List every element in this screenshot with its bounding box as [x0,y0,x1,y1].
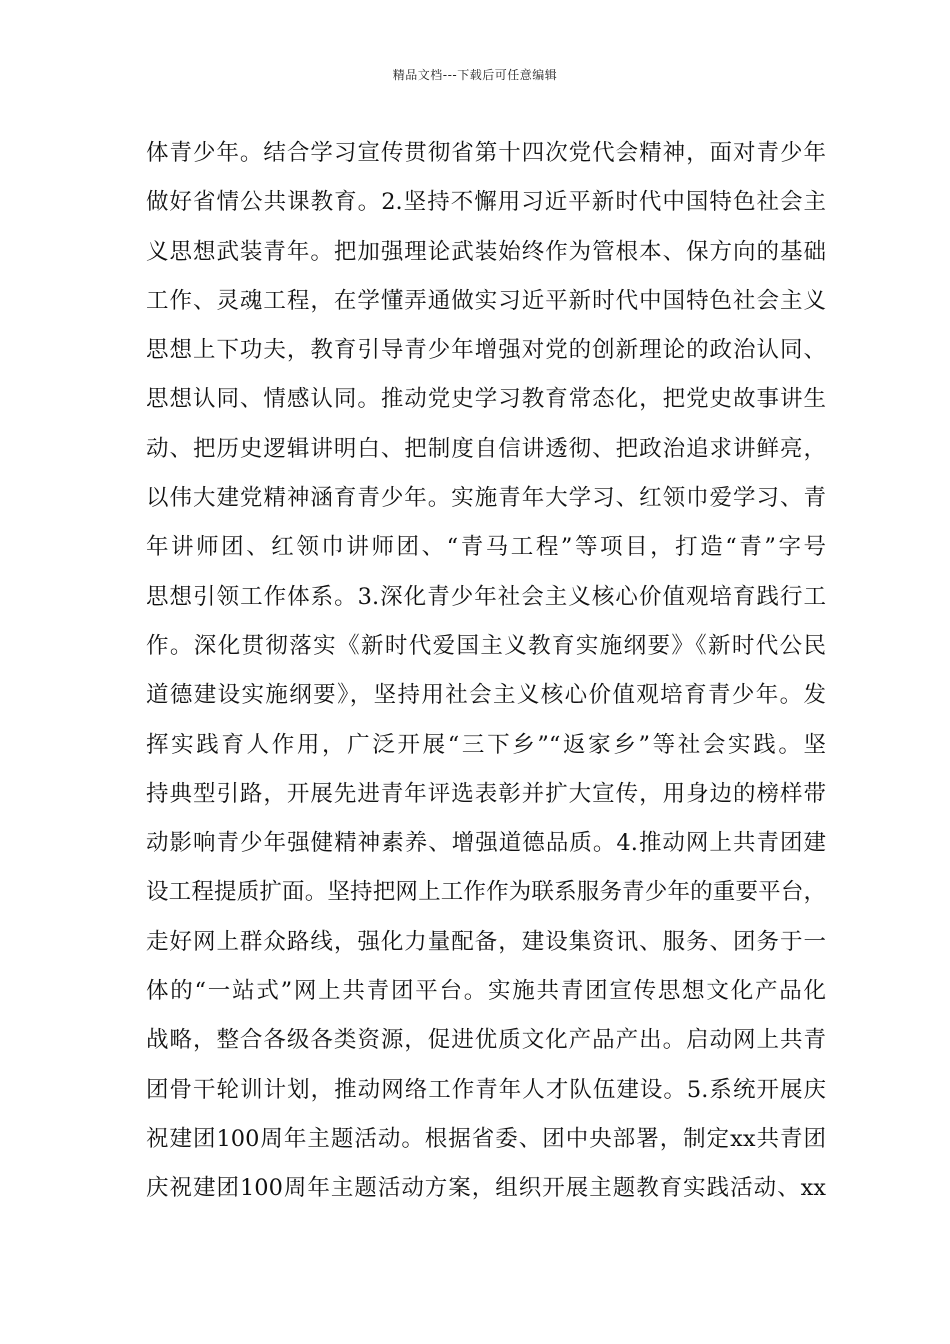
text-line: 思想认同、情感认同。推动党史学习教育常态化，把党史故事讲生 [146,386,826,413]
text-line: 体青少年。结合学习宣传贯彻省第十四次党代会精神，面对青少年 [146,140,826,166]
text-line: 体的“一站式”网上共青团平台。实施共青团宣传思想文化产品化 [146,978,826,1005]
text-line: 挥实践育人作用，广泛开展“三下乡”“返家乡”等社会实践。坚 [146,731,826,758]
text-line: 作。深化贯彻落实《新时代爱国主义教育实施纲要》《新时代公民 [146,632,826,659]
text-line: 动影响青少年强健精神素养、增强道德品质。4.推动网上共青团建 [146,830,826,857]
text-line: 工作、灵魂工程，在学懂弄通做实习近平新时代中国特色社会主义 [146,287,826,314]
text-line: 思想引领工作体系。3.深化青少年社会主义核心价值观培育践行工 [146,583,826,610]
text-line: 义思想武装青年。把加强理论武装始终作为管根本、保方向的基础 [146,238,826,265]
page-header: 精品文档---下载后可任意编辑 [392,68,558,82]
text-line: 庆祝建团100周年主题活动方案，组织开展主题教育实践活动、xx [146,1175,826,1202]
body-text [146,131,826,1216]
text-line: 持典型引路，开展先进青年评选表彰并扩大宣传，用身边的榜样带 [146,780,826,807]
text-line: 以伟大建党精神涵育青少年。实施青年大学习、红领巾爱学习、青 [146,485,826,512]
text-line: 祝建团100周年主题活动。根据省委、团中央部署，制定xx共青团 [146,1125,826,1152]
text-line: 走好网上群众路线，强化力量配备，建设集资讯、服务、团务于一 [146,928,826,955]
text-line: 道德建设实施纲要》，坚持用社会主义核心价值观培育青少年。发 [146,682,826,709]
text-line: 团骨干轮训计划，推动网络工作青年人才队伍建设。5.系统开展庆 [146,1076,826,1103]
text-line: 战略，整合各级各类资源，促进优质文化产品产出。启动网上共青 [146,1027,826,1054]
text-line: 思想上下功夫，教育引导青少年增强对党的创新理论的政治认同、 [146,337,826,364]
text-line: 做好省情公共课教育。2.坚持不懈用习近平新时代中国特色社会主 [146,189,826,216]
text-line: 年讲师团、红领巾讲师团、“青马工程”等项目，打造“青”字号 [146,534,826,561]
text-line: 动、把历史逻辑讲明白、把制度自信讲透彻、把政治追求讲鲜亮， [146,435,826,462]
text-line: 设工程提质扩面。坚持把网上工作作为联系服务青少年的重要平台， [146,879,826,906]
